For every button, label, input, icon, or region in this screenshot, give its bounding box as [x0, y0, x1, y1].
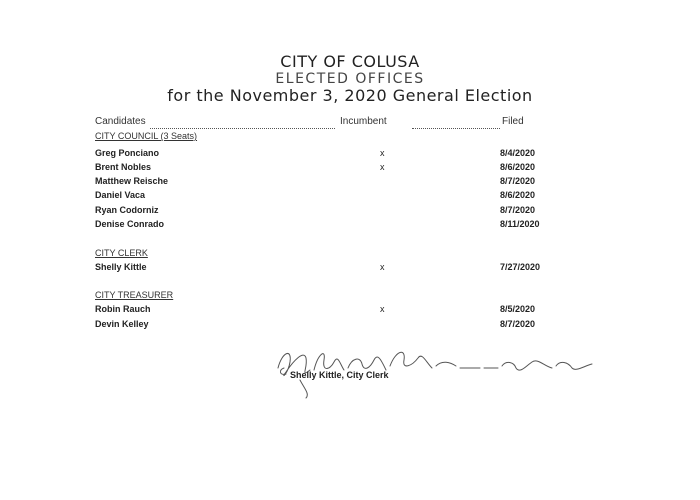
section-title-city-treasurer: CITY TREASURER	[95, 290, 174, 300]
header-leader-2	[412, 128, 500, 129]
candidate-name: Robin Rauch	[95, 304, 151, 314]
filed-date: 8/4/2020	[500, 148, 536, 158]
candidate-name: Denise Conrado	[95, 219, 165, 229]
filed-date: 8/6/2020	[500, 190, 536, 200]
filed-date: 8/5/2020	[500, 304, 536, 314]
offices-title: ELECTED OFFICES	[275, 71, 425, 87]
table-row	[95, 262, 565, 275]
filed-date: 8/11/2020	[500, 219, 540, 229]
filed-column-header: Filed	[502, 116, 524, 127]
table-row	[95, 148, 565, 161]
header-leader-1	[150, 128, 335, 129]
section-title-city-clerk: CITY CLERK	[95, 248, 148, 258]
candidate-name: Greg Ponciano	[95, 148, 160, 158]
table-row	[95, 304, 565, 317]
election-title: for the November 3, 2020 General Election	[167, 86, 533, 105]
table-row	[95, 176, 565, 189]
incumbent-mark: x	[380, 262, 385, 272]
table-row	[95, 319, 565, 332]
candidates-column-header: Candidates	[95, 116, 146, 127]
filed-date: 8/7/2020	[500, 176, 536, 186]
table-row	[95, 162, 565, 175]
incumbent-mark: x	[380, 162, 385, 172]
signature-name: Shelly Kittle, City Clerk	[290, 370, 389, 380]
candidate-name: Brent Nobles	[95, 162, 152, 172]
incumbent-mark: x	[380, 148, 385, 158]
filed-date: 8/6/2020	[500, 162, 536, 172]
filed-date: 8/7/2020	[500, 205, 536, 215]
incumbent-mark: x	[380, 304, 385, 314]
incumbent-column-header: Incumbent	[340, 116, 387, 127]
candidate-name: Ryan Codorniz	[95, 205, 159, 215]
filed-date: 7/27/2020	[500, 262, 541, 272]
candidate-name: Matthew Reische	[95, 176, 169, 186]
candidate-name: Daniel Vaca	[95, 190, 146, 200]
candidate-name: Devin Kelley	[95, 319, 149, 329]
table-row	[95, 190, 565, 203]
candidate-name: Shelly Kittle	[95, 262, 147, 272]
city-title: CITY OF COLUSA	[280, 52, 420, 71]
section-title-city-council: CITY COUNCIL (3 Seats)	[95, 131, 198, 141]
filed-date: 8/7/2020	[500, 319, 536, 329]
table-row	[95, 219, 565, 232]
table-row	[95, 205, 565, 218]
